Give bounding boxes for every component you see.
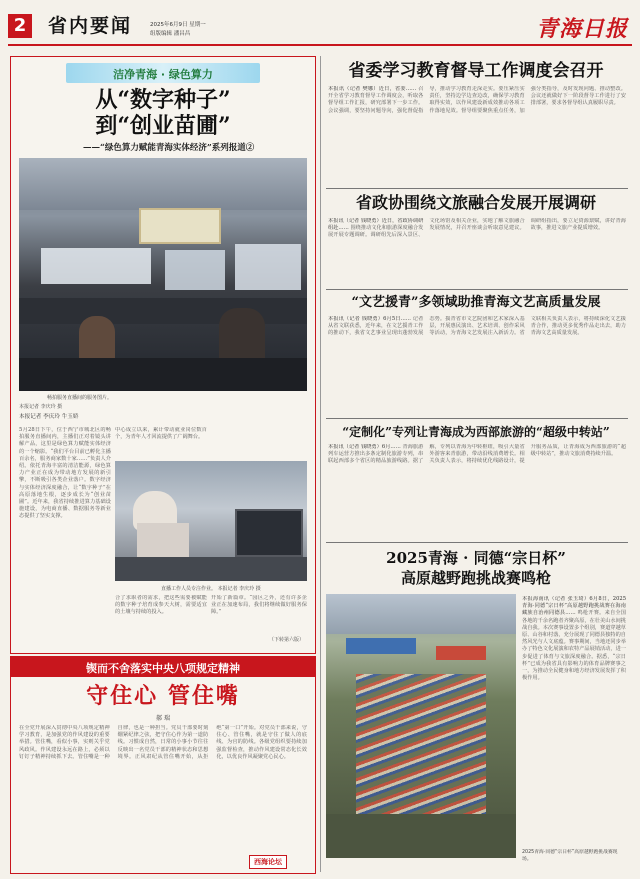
page-number: 2 [13, 15, 27, 36]
livestream-photo [115, 461, 307, 581]
article-3-body: 本报讯（记者 钱晓勇）6月5日…… 记者从省文联获悉，近年来，在文艺援青工作的推动下，我省文艺事业呈现出蓬勃发展态势。援青省市文艺院团和艺术家深入基层，开展惠民演出、艺术培训、创作采风等活动，为青海文艺发展注入新活力。省文联相关负责人表示，将持续深化文艺援青合作，推动更多优秀作品走出去，助力青海文艺高质量发展。 [328, 316, 626, 337]
feature-byline: 本报记者 李庆玲 牛玉娇 [19, 414, 79, 420]
continued-note: （下转第六版） [269, 637, 305, 643]
commentary-body: 在全党开展深入贯彻中央八项规定精神学习教育，是加强党的作风建设的重要举措。管住嘴，看似小事，实则关乎党风政风。作风建设永远在路上，必须以钉钉子精神持续抓下去。管住嘴是一种自律，也是一种担当。党员干部要时刻绷紧纪律之弦，把守住心作为第一道防线。习惯成自然，日常的小事小节往往反映出一名党员干部的精神状态和思想境界。正风肃纪从管住嘴开始，从拒绝“第一口”开始。对党员干部来说，守住心、管住嘴，就是守住了做人的底线、为官的防线。各级党组织要持续加强监督检查，推动作风建设常态化长效化，以优良作风凝聚党心民心。 [19, 725, 307, 760]
feature-article [10, 56, 316, 654]
commentary-author: 郝 瑞 [156, 715, 170, 722]
feature-series-title: ——“绿色算力赋能青海实体经济”系列报道② [83, 143, 255, 153]
article-1-byline: 本报讯（记者 樊娜）近日，省委…… [328, 86, 417, 92]
marathon-body: 本报海南讯（记者 张玉琦）6月8日，2025青海·同德“宗日杯”高原越野跑挑战赛在海南藏族自治州同德县…… 鸣枪开赛。来自全国各地的千余名跑者齐聚高原，在壮美山水间挑战自我。本次赛事设置多个组别，赛道穿越草原、山谷和村落，充分展现了同德县独特的自然风光与人文底蕴。赛事期间，当地还同步举办了特色文化展演和农特产品展销活动，进一步促进了体育与文旅深度融合。据悉，“宗日杯”已成为我省具有影响力的体育品牌赛事之一，为推动全民健身和地方经济发展发挥了积极作用。 [522, 596, 626, 682]
feature-headline-2: 到“创业苗圃” [95, 113, 231, 139]
commentary-banner-text: 锲而不舍落实中央八项规定精神 [86, 662, 240, 675]
feature-body-col3: 合了求职者的需求，把这些需要被赋能的数字种子培育成参天大树，需要适宜的土壤与持续的投入。 [115, 595, 207, 616]
office-photo [19, 158, 307, 391]
photo-credit: 本报记者 李庆玲 摄 [19, 404, 63, 410]
feature-body-col2: 中心成立以来，累计带动就业岗位数百个，为青年人才回流提供了广阔舞台。 [115, 427, 207, 441]
issue-date: 2025年6月9日 星期一 [150, 22, 206, 28]
article-4-body: 本报讯（记者 钱晓勇）6月…… 青海旅游列车运营方推出多条定制化旅游专列，串联起西部多个省区的精品旅游线路。据了解，专列以青海为中转枢纽，吸引大量省外游客来青旅游，带动沿线消费增长。相关负责人表示，将持续优化线路设计，提升服务品质，让青海成为西部旅游的“超级中转站”，推动文旅消费持续升温。 [328, 444, 626, 465]
article-3-headline: “文艺援青”多领域助推青海文艺高质量发展 [351, 295, 601, 310]
layout-editor: 组版编辑 潘昌昌 [150, 31, 191, 37]
photo-caption: 畅拍服务直播间的服务图片。 [47, 395, 113, 401]
commentary-badge [249, 855, 287, 869]
feature-headline-1: 从“数字种子” [95, 87, 231, 113]
marathon-byline: 本报海南讯（记者 张玉琦）6月8日，2025青海·同德“宗日杯”高原越野跑挑战赛在海南藏族自治州同德县…… [522, 596, 626, 617]
article-1-body: 本报讯（记者 樊娜）近日，省委…… 召开全省学习教育督导工作调度会，听取各督导组工作汇报，研究部署下一步工作。会议强调，要坚持问题导向，强化督促指导，推动学习教育走深走实。要压紧压实责任，坚持边学边查边改，确保学习教育取得实效，以作风建设新成效推动各项工作落地见效。督导组要聚焦重点任务，加强分类指导，及时发现问题、推动整改。会议还就做好下一阶段督导工作进行了安排部署，要求各督导组认真履职尽责。 [328, 86, 626, 114]
feature-banner-text: 洁净青海 · 绿色算力 [113, 68, 213, 81]
commentary [10, 656, 316, 874]
feature-body-col1: 5月28日下午，位于西宁市城北区的畅拍服务直播间内，主播们正对着镜头讲解产品，这里是绿色算力赋能实体经济的一个缩影。“我们平台目前已孵化主播百余名，服务商家数十家……”负责人介绍。依托青海丰富的清洁能源，绿色算力产业正在成为带动地方发展的新引擎，不断吸引各类企业落户。数字经济与实体经济深度融合，让“数字种子”在高原落地生根，逐步成长为“创业苗圃”。近年来，我省持续推进算力基础设施建设，为电商直播、数据服务等新业态提供了坚实支撑。 [19, 427, 111, 520]
newspaper-logo: 青海日报 [535, 16, 628, 42]
commentary-headline: 守住心 管住嘴 [86, 683, 240, 709]
article-1-headline: 省委学习教育督导工作调度会召开 [348, 61, 604, 81]
marathon-title-1: 2025青海 · 同德“宗日杯” [386, 549, 566, 567]
section-title: 省内要闻 [48, 15, 133, 37]
commentary-badge-text: 西海论坛 [254, 858, 282, 866]
masthead [8, 8, 632, 42]
marathon-photo-caption: 2025青海·同德“宗日杯”高原越野跑挑战赛现场。 [522, 850, 618, 862]
marathon-title-2: 高原越野跑挑战赛鸣枪 [400, 569, 551, 587]
article-4-byline: 本报讯（记者 钱晓勇）6月…… [328, 444, 401, 450]
feature-body-col4: 开始了新篇章。“园区之外，还有许多企业正在加速布局，我们将继续做好服务保障。” [211, 595, 307, 616]
livestream-photo-caption: 直播工作人员专注作业。 本报记者 李庆玲 摄 [161, 586, 261, 592]
marathon-photo [326, 594, 516, 858]
article-3-byline: 本报讯（记者 钱晓勇）6月5日…… [328, 316, 411, 322]
article-2-body: 本报讯（记者 钱晓勇）近日，省政协调研组赴…… 围绕推动文化和旅游深度融合发展开展专题调研。调研组先后深入景区、文化场馆及相关企业，实地了解文旅融合发展情况，并召开座谈会听取意见建议。调研组指出，要立足资源禀赋，讲好青海故事，推进文旅产业提质增效。 [328, 218, 626, 239]
article-2-byline: 本报讯（记者 钱晓勇）近日，省政协调研组赴…… [328, 218, 424, 232]
page-number-box [8, 14, 32, 38]
article-2-headline: 省政协围绕文旅融合发展开展调研 [355, 193, 596, 212]
article-4-headline: “定制化”专列让青海成为西部旅游的“超级中转站” [342, 425, 610, 439]
feature-banner [66, 63, 260, 83]
commentary-banner [11, 657, 315, 677]
